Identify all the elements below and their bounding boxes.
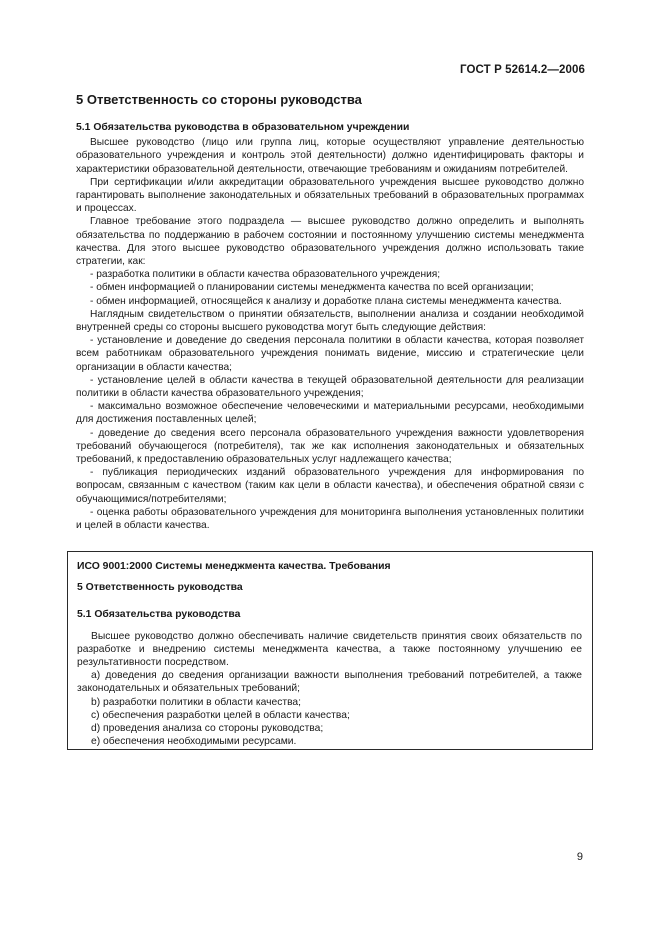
subsection-title: 5.1 Обязательства руководства в образовательном учреждении — [76, 122, 410, 133]
main-content — [76, 92, 584, 532]
iso-box-item: d) проведения анализа со стороны руководства; — [91, 723, 324, 735]
action-item: - установление и доведение до сведения персонала политики в области качества, которая позволяет всем работникам образовательного учреждения понимать видение, миссию и стратегические цели организации в области качества; — [76, 335, 584, 373]
iso-box-item: c) обеспечения разработки целей в области качества; — [91, 709, 350, 721]
iso-box-item: b) разработки политики в области качества; — [91, 696, 302, 708]
iso-box-subsection: 5.1 Обязательства руководства — [77, 609, 241, 621]
iso-box-item: e) обеспечения необходимыми ресурсами. — [91, 736, 297, 748]
evidence-intro: Наглядным свидетельством о принятии обязательств, выполнении анализа и создании необходимой внутренней среды со стороны высшего руководства могут быть следующие действия: — [76, 308, 584, 334]
action-item: - публикация периодических изданий образовательного учреждения для информирования по вопросам, связанным с качеством (таким как цели в области качества), и обеспечения обратной связи с обучающимися/потребителями; — [76, 467, 584, 505]
action-item: - доведение до сведения всего персонала образовательного учреждения важности удовлетворения требований обучающегося (потребителя), так же как исполнения законодательных и обязательных требований, к предоставлению образовательных услуг надлежащего качества; — [76, 427, 584, 466]
iso-box-paragraph: Высшее руководство должно обеспечивать наличие свидетельств принятия своих обязательств по разработке и внедрению системы менеджмента качества, а также постоянному улучшению ее результативности посредством. — [77, 630, 582, 669]
section-title: 5 Ответственность со стороны руководства — [76, 92, 362, 107]
iso-box-title: ИСО 9001:2000 Системы менеджмента качества. Требования — [77, 561, 391, 572]
strategy-item: - обмен информацией, относящейся к анализу и доработке плана системы менеджмента качества. — [90, 295, 562, 307]
strategy-item: - разработка политики в области качества образовательного учреждения; — [90, 269, 441, 281]
action-item: - оценка работы образовательного учреждения для мониторинга выполнения установленных политики и целей в области качества. — [76, 506, 584, 532]
paragraph: При сертификации и/или аккредитации образовательного учреждения высшее руководство должно гарантировать выполнение законодательных и обязательных требований в образовательных программах и процессах. — [76, 176, 584, 215]
iso-box-item: а) доведения до сведения организации важности выполнения требований потребителей, а также законодательных и обязательных требований; — [77, 670, 582, 695]
action-item: - установление целей в области качества в текущей образовательной деятельности для реализации политики в области качества образовательного учреждения; — [76, 374, 584, 400]
iso-box-section: 5 Ответственность руководства — [77, 582, 243, 594]
paragraph: Главное требование этого подраздела — высшее руководство должно определить и выполнять обязательства по поддержанию в рабочем состоянии и постоянному улучшению системы менеджмента качества. Для этого высшее руководство образовательного учреждения должно использовать такие стратегии, как: — [76, 216, 584, 268]
page-number: 9 — [576, 851, 583, 863]
iso-reference-box — [67, 551, 593, 750]
paragraph: Высшее руководство (лицо или группа лиц, которые осуществляют управление деятельностью образовательного учреждения и контроль этой деятельности) должно идентифицировать факторы и характеристики образовательной деятельности, отвечающие требованиям и ожиданиям потребителей. — [76, 137, 584, 175]
standard-code: ГОСТ Р 52614.2—2006 — [460, 64, 585, 76]
strategy-item: - обмен информацией о планировании системы менеджмента качества по всей организации; — [90, 282, 534, 294]
action-item: - максимально возможное обеспечение человеческими и материальными ресурсами, необходимыми для достижения поставленных целей; — [76, 401, 584, 426]
